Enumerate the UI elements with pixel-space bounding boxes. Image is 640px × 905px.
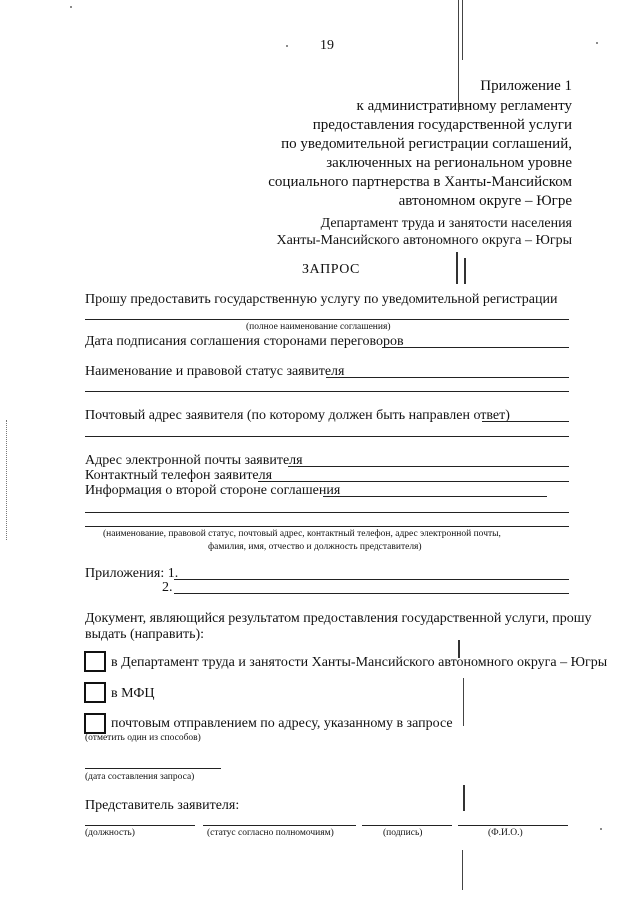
addressee-line: Департамент труда и занятости населения bbox=[320, 216, 572, 231]
applicant-name-line-2[interactable] bbox=[85, 391, 569, 392]
scan-fold-mark bbox=[462, 0, 463, 60]
scan-speck bbox=[286, 45, 288, 47]
position-caption: (должность) bbox=[85, 828, 135, 838]
status-line[interactable] bbox=[203, 825, 356, 826]
option-mfc-label: в МФЦ bbox=[111, 686, 155, 701]
attachment-1-line[interactable] bbox=[174, 579, 569, 580]
signature-line[interactable] bbox=[362, 825, 452, 826]
signing-date-label: Дата подписания соглашения сторонами переговоров bbox=[85, 334, 404, 349]
scan-fold-mark bbox=[456, 252, 458, 284]
phone-line[interactable] bbox=[258, 481, 569, 482]
scan-fold-mark bbox=[458, 0, 459, 112]
second-party-caption-2: фамилия, имя, отчество и должность представителя) bbox=[208, 542, 422, 552]
option-post-checkbox[interactable] bbox=[84, 713, 106, 734]
email-line[interactable] bbox=[288, 466, 569, 467]
representative-label: Представитель заявителя: bbox=[85, 798, 240, 813]
option-post-label: почтовым отправлением по адресу, указанному в запросе bbox=[111, 716, 453, 731]
phone-label: Контактный телефон заявителя bbox=[85, 468, 273, 483]
appendix-line: к административному регламенту bbox=[356, 98, 572, 114]
second-party-line-2[interactable] bbox=[85, 512, 569, 513]
addressee bbox=[242, 216, 572, 249]
appendix-line: социального партнерства в Ханты-Мансийском bbox=[268, 174, 572, 190]
appendix-line: предоставления государственной услуги bbox=[312, 117, 572, 133]
date-caption: (дата составления запроса) bbox=[85, 772, 195, 782]
appendix-line: автономном округе – Югре bbox=[398, 193, 572, 209]
delivery-question: Документ, являющийся результатом предоставления государственной услуги, прошу bbox=[85, 611, 592, 626]
agreement-caption: (полное наименование соглашения) bbox=[246, 322, 391, 332]
appendix-header bbox=[242, 78, 572, 210]
appendix-line: заключенных на региональном уровне bbox=[326, 155, 572, 171]
second-party-caption: (наименование, правовой статус, почтовый адрес, контактный телефон, адрес электронной почты, bbox=[103, 529, 501, 539]
attachments-label: Приложения: 1. bbox=[85, 566, 179, 581]
position-line[interactable] bbox=[85, 825, 195, 826]
applicant-name-label: Наименование и правовой статус заявителя bbox=[85, 364, 345, 379]
scan-edge-mark bbox=[6, 420, 7, 540]
attachment-2-label: 2. bbox=[162, 580, 173, 595]
postal-address-line-2[interactable] bbox=[85, 436, 569, 437]
scan-fold-mark bbox=[463, 678, 464, 726]
applicant-name-line[interactable] bbox=[326, 377, 569, 378]
signing-date-line[interactable] bbox=[382, 347, 569, 348]
scan-speck bbox=[600, 828, 602, 830]
attachment-2-line[interactable] bbox=[174, 593, 569, 594]
postal-address-label: Почтовый адрес заявителя (по которому должен быть направлен ответ) bbox=[85, 408, 510, 423]
email-label: Адрес электронной почты заявителя bbox=[85, 453, 303, 468]
choose-one-note: (отметить один из способов) bbox=[85, 733, 201, 743]
fio-line[interactable] bbox=[458, 825, 568, 826]
scan-fold-mark bbox=[464, 258, 466, 284]
form-title: ЗАПРОС bbox=[302, 262, 360, 277]
second-party-label: Информация о второй стороне соглашения bbox=[85, 483, 341, 498]
status-caption: (статус согласно полномочиям) bbox=[207, 828, 334, 838]
appendix-line: Приложение 1 bbox=[480, 78, 572, 94]
scan-fold-mark bbox=[462, 850, 463, 890]
scan-speck bbox=[70, 6, 72, 8]
option-department-checkbox[interactable] bbox=[84, 651, 106, 672]
scan-speck bbox=[596, 42, 598, 44]
postal-address-line[interactable] bbox=[482, 421, 569, 422]
delivery-question-2: выдать (направить): bbox=[85, 627, 205, 642]
agreement-name-line[interactable] bbox=[85, 319, 569, 320]
scan-fold-mark bbox=[458, 640, 460, 658]
request-text: Прошу предоставить государственную услугу по уведомительной регистрации bbox=[85, 292, 558, 307]
signature-caption: (подпись) bbox=[383, 828, 423, 838]
appendix-line: по уведомительной регистрации соглашений, bbox=[281, 136, 572, 152]
date-line[interactable] bbox=[85, 768, 221, 769]
option-department-label: в Департамент труда и занятости Ханты-Мансийского автономного округа – Югры bbox=[111, 655, 608, 670]
scan-fold-mark bbox=[463, 785, 465, 811]
option-mfc-checkbox[interactable] bbox=[84, 682, 106, 703]
second-party-line[interactable] bbox=[323, 496, 547, 497]
addressee-line: Ханты-Мансийского автономного округа – Югры bbox=[276, 233, 572, 248]
fio-caption: (Ф.И.О.) bbox=[488, 828, 523, 838]
page-number: 19 bbox=[320, 38, 334, 53]
second-party-line-3[interactable] bbox=[85, 526, 569, 527]
